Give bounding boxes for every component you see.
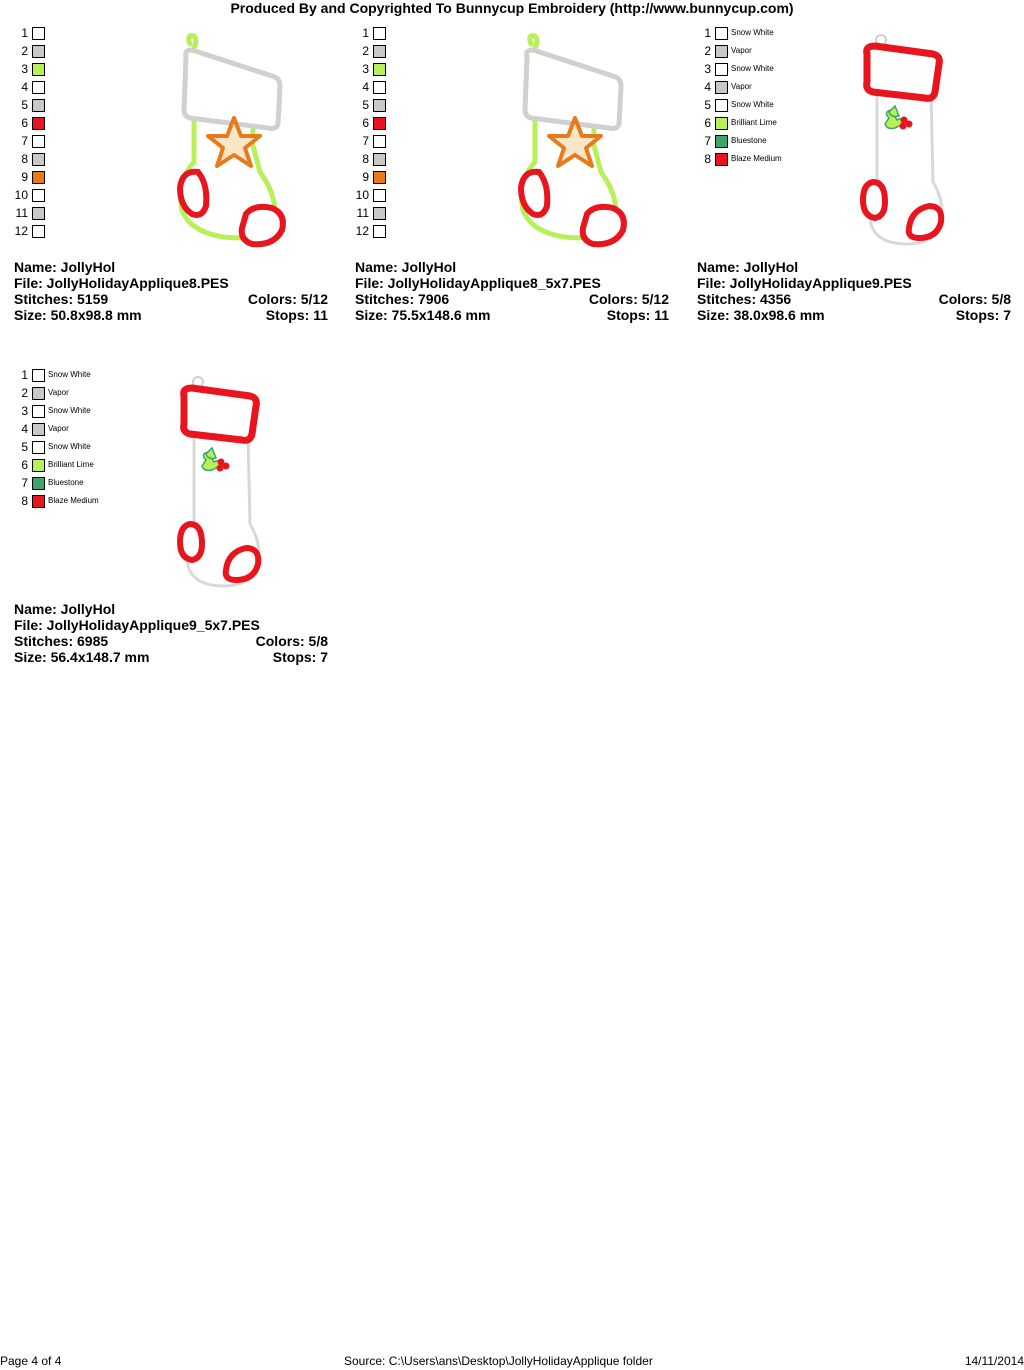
color-name: Vapor <box>731 46 752 55</box>
color-stop <box>697 80 807 96</box>
color-stop <box>697 44 807 60</box>
color-swatch <box>32 153 45 166</box>
color-swatch <box>373 135 386 148</box>
color-stop-number: 1 <box>362 26 369 40</box>
design-card <box>355 26 669 346</box>
color-swatch <box>32 495 45 508</box>
color-stop-number: 2 <box>362 44 369 58</box>
design-info <box>14 259 328 323</box>
heel-patch <box>583 207 624 244</box>
color-swatch <box>32 423 45 436</box>
color-stop-number: 11 <box>356 206 369 220</box>
design-name: Name: JollyHol <box>14 601 116 617</box>
color-swatch <box>32 63 45 76</box>
color-stop <box>14 134 124 150</box>
color-name: Brilliant Lime <box>48 460 94 469</box>
color-stop-number: 6 <box>362 116 369 130</box>
color-stop-number: 3 <box>21 62 28 76</box>
color-swatch <box>32 27 45 40</box>
holly-berry <box>223 463 230 470</box>
color-stop-number: 3 <box>704 62 711 76</box>
color-name: Snow White <box>731 100 774 109</box>
color-stop-number: 4 <box>21 422 28 436</box>
color-stop-number: 5 <box>362 98 369 112</box>
color-stop-number: 4 <box>704 80 711 94</box>
color-swatch <box>373 171 386 184</box>
color-stop <box>14 224 124 240</box>
color-swatch <box>32 225 45 238</box>
stocking-preview <box>168 374 278 594</box>
color-stop <box>697 62 807 78</box>
color-swatch <box>32 441 45 454</box>
heel-patch <box>909 206 942 238</box>
color-stop-number: 8 <box>362 152 369 166</box>
stocking-cuff <box>184 388 257 440</box>
color-stop <box>355 206 465 222</box>
color-stop-number: 3 <box>362 62 369 76</box>
stocking-preview <box>851 32 961 252</box>
design-info <box>355 259 669 323</box>
design-stitches: Stitches: 4356 <box>697 291 792 307</box>
color-swatch <box>32 117 45 130</box>
stocking-cuff <box>867 46 940 98</box>
stocking-cuff <box>184 50 280 129</box>
color-stop <box>355 224 465 240</box>
design-size: Size: 50.8x98.8 mm <box>14 307 142 323</box>
color-stop <box>14 476 124 492</box>
color-swatch <box>32 99 45 112</box>
stocking-preview <box>505 32 635 252</box>
color-stop-number: 6 <box>21 116 28 130</box>
design-size: Size: 56.4x148.7 mm <box>14 649 150 665</box>
color-swatch <box>32 405 45 418</box>
color-name: Brilliant Lime <box>731 118 777 127</box>
toe-patch <box>180 524 202 560</box>
color-stop <box>355 188 465 204</box>
design-stops: Stops: 11 <box>606 307 669 323</box>
color-name: Blaze Medium <box>731 154 782 163</box>
design-file: File: JollyHolidayApplique8.PES <box>14 275 229 291</box>
color-name: Snow White <box>48 442 91 451</box>
color-name: Vapor <box>731 82 752 91</box>
design-info <box>14 601 328 665</box>
color-stop <box>355 116 465 132</box>
color-swatch <box>32 207 45 220</box>
color-swatch <box>373 207 386 220</box>
color-stop <box>14 116 124 132</box>
hanger-loop <box>189 36 196 48</box>
color-stop <box>14 404 124 420</box>
color-stop <box>14 152 124 168</box>
color-stop <box>14 170 124 186</box>
color-swatch <box>373 81 386 94</box>
design-stops: Stops: 7 <box>272 649 328 665</box>
color-stop <box>14 368 124 384</box>
color-stop-number: 8 <box>21 494 28 508</box>
color-stop-number: 10 <box>14 188 28 202</box>
toe-patch <box>180 172 206 215</box>
color-swatch <box>715 117 728 130</box>
color-stop-number: 7 <box>21 134 28 148</box>
color-stop <box>14 422 124 438</box>
design-colors: Colors: 5/8 <box>255 633 328 649</box>
color-stop <box>697 116 807 132</box>
color-swatch <box>373 117 386 130</box>
design-size: Size: 38.0x98.6 mm <box>697 307 825 323</box>
color-swatch <box>715 81 728 94</box>
design-stops: Stops: 11 <box>265 307 328 323</box>
color-swatch <box>32 459 45 472</box>
color-swatch <box>373 189 386 202</box>
color-swatch <box>715 45 728 58</box>
design-file: File: JollyHolidayApplique9_5x7.PES <box>14 617 260 633</box>
color-name: Blaze Medium <box>48 496 99 505</box>
design-card <box>14 26 328 346</box>
design-card <box>14 368 328 688</box>
heel-patch <box>242 207 283 244</box>
toe-patch <box>521 172 547 215</box>
color-name: Vapor <box>48 424 69 433</box>
design-stitches: Stitches: 6985 <box>14 633 109 649</box>
color-swatch <box>32 171 45 184</box>
holly-berry <box>906 121 913 128</box>
footer-page-number: Page 4 of 4 <box>0 1354 62 1368</box>
color-stop <box>14 440 124 456</box>
design-size: Size: 75.5x148.6 mm <box>355 307 491 323</box>
design-info <box>697 259 1011 323</box>
color-stop-number: 6 <box>704 116 711 130</box>
color-stop <box>697 26 807 42</box>
color-stop-number: 3 <box>21 404 28 418</box>
color-stop-number: 12 <box>355 224 369 238</box>
design-name: Name: JollyHol <box>14 259 116 275</box>
color-swatch <box>373 27 386 40</box>
design-stitches: Stitches: 5159 <box>14 291 109 307</box>
toe-patch <box>863 182 885 218</box>
color-name: Snow White <box>48 406 91 415</box>
holly-berry <box>900 123 907 130</box>
color-stop <box>14 26 124 42</box>
color-stop-number: 1 <box>21 26 28 40</box>
color-stop-number: 9 <box>362 170 369 184</box>
color-swatch <box>32 477 45 490</box>
color-stop-number: 4 <box>21 80 28 94</box>
color-stop-number: 9 <box>21 170 28 184</box>
color-stop <box>697 152 807 168</box>
footer-source-path: Source: C:\Users\ans\Desktop\JollyHolidayApplique folder <box>344 1354 653 1368</box>
color-swatch <box>373 99 386 112</box>
color-stop-number: 7 <box>362 134 369 148</box>
color-swatch <box>715 153 728 166</box>
color-stop-number: 8 <box>21 152 28 166</box>
footer-date: 14/11/2014 <box>964 1354 1024 1368</box>
design-colors: Colors: 5/12 <box>247 291 328 307</box>
color-swatch <box>32 189 45 202</box>
holly-berry <box>217 465 224 472</box>
color-stop <box>14 494 124 510</box>
color-stop <box>355 170 465 186</box>
color-stop-number: 5 <box>21 440 28 454</box>
color-stop-number: 1 <box>21 368 28 382</box>
color-swatch <box>715 135 728 148</box>
color-stop <box>14 386 124 402</box>
color-name: Snow White <box>731 64 774 73</box>
color-stop <box>355 26 465 42</box>
design-name: Name: JollyHol <box>697 259 799 275</box>
color-swatch <box>32 387 45 400</box>
color-stop-number: 12 <box>14 224 28 238</box>
color-stop-number: 2 <box>21 44 28 58</box>
color-swatch <box>373 63 386 76</box>
color-stop <box>355 134 465 150</box>
stocking-preview <box>164 32 294 252</box>
color-swatch <box>715 99 728 112</box>
color-swatch <box>715 27 728 40</box>
color-swatch <box>373 153 386 166</box>
color-stop-number: 8 <box>704 152 711 166</box>
color-swatch <box>32 45 45 58</box>
color-stop <box>355 62 465 78</box>
design-colors: Colors: 5/8 <box>938 291 1011 307</box>
color-stop-number: 11 <box>15 206 28 220</box>
design-stitches: Stitches: 7906 <box>355 291 450 307</box>
color-stop-number: 10 <box>355 188 369 202</box>
color-name: Vapor <box>48 388 69 397</box>
color-name: Bluestone <box>48 478 84 487</box>
color-name: Snow White <box>731 28 774 37</box>
color-swatch <box>715 63 728 76</box>
color-stop-number: 6 <box>21 458 28 472</box>
color-stop <box>355 98 465 114</box>
color-stop <box>14 188 124 204</box>
color-swatch <box>32 81 45 94</box>
color-stop <box>14 458 124 474</box>
color-stop-number: 4 <box>362 80 369 94</box>
color-stop <box>14 44 124 60</box>
stocking-cuff <box>525 50 621 129</box>
design-colors: Colors: 5/12 <box>588 291 669 307</box>
color-stop <box>14 98 124 114</box>
design-card <box>697 26 1011 346</box>
color-stop <box>14 80 124 96</box>
color-stop-number: 2 <box>704 44 711 58</box>
color-stop <box>355 80 465 96</box>
heel-patch <box>226 548 259 580</box>
page-header: Produced By and Copyrighted To Bunnycup Embroidery (http://www.bunnycup.com) <box>230 0 794 16</box>
color-swatch <box>32 135 45 148</box>
color-stop-number: 2 <box>21 386 28 400</box>
color-stop <box>14 206 124 222</box>
color-stop-number: 7 <box>704 134 711 148</box>
color-name: Bluestone <box>731 136 767 145</box>
color-stop <box>697 98 807 114</box>
color-stop-number: 5 <box>704 98 711 112</box>
color-stop <box>697 134 807 150</box>
design-name: Name: JollyHol <box>355 259 457 275</box>
color-stop <box>14 62 124 78</box>
design-file: File: JollyHolidayApplique9.PES <box>697 275 912 291</box>
color-stop-number: 5 <box>21 98 28 112</box>
color-swatch <box>373 225 386 238</box>
color-stop-number: 7 <box>21 476 28 490</box>
design-file: File: JollyHolidayApplique8_5x7.PES <box>355 275 601 291</box>
hanger-loop <box>530 36 537 48</box>
color-swatch <box>32 369 45 382</box>
color-stop <box>355 44 465 60</box>
color-stop-number: 1 <box>704 26 711 40</box>
design-stops: Stops: 7 <box>955 307 1011 323</box>
color-swatch <box>373 45 386 58</box>
color-stop <box>355 152 465 168</box>
color-name: Snow White <box>48 370 91 379</box>
